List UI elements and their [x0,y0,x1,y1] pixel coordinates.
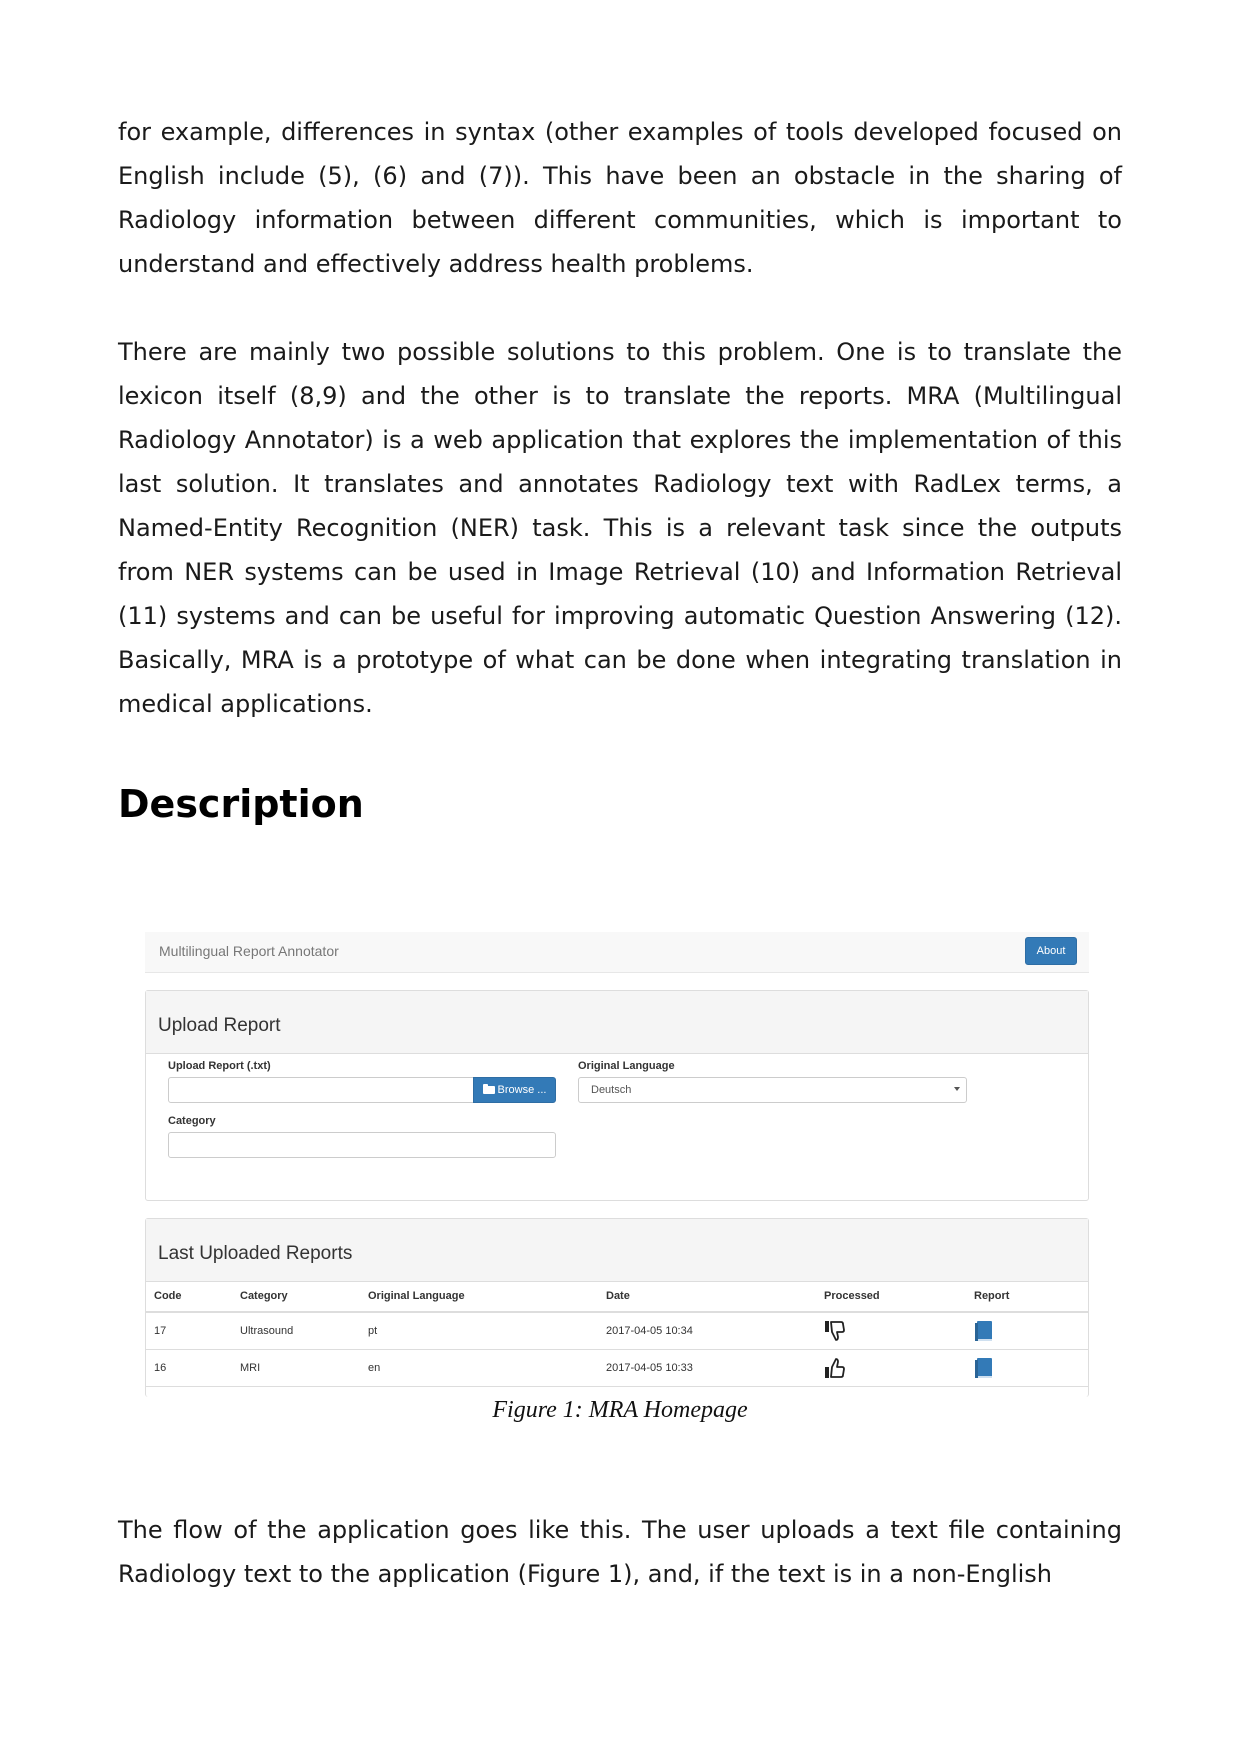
table-row [146,1312,1088,1350]
section-heading: Description [118,782,364,826]
thumbs-up-icon [824,1356,848,1380]
cell-date: 2017-04-05 10:33 [598,1350,816,1387]
column-header: Code [146,1281,232,1312]
original-language-value: Deutsch [591,1084,632,1096]
cell-category: Ultrasound [232,1312,360,1350]
figure-caption: Figure 1: MRA Homepage [492,1397,748,1423]
upload-report-label: Upload Report (.txt) [168,1060,271,1072]
column-header: Date [598,1281,816,1312]
cell-code: 16 [146,1350,232,1387]
cell-processed [816,1312,966,1350]
original-language-select[interactable] [578,1077,967,1103]
paragraph-intro: for example, differences in syntax (other examples of tools developed focused on English include (5), (6) and (7)). This have been an obstacle in the sharing of Radiology information between different communities, which is important to understand and effectively address health problems. [118,118,1122,278]
column-header: Original Language [360,1281,598,1312]
chevron-down-icon [954,1087,960,1091]
category-input[interactable] [168,1132,556,1158]
about-button[interactable]: About [1025,937,1077,965]
table-header-row [146,1281,1088,1312]
folder-open-icon [483,1086,495,1094]
upload-panel-heading [146,991,1088,1054]
cell-language: en [360,1350,598,1387]
last-reports-panel [145,1218,1089,1397]
reports-panel-title: Last Uploaded Reports [158,1243,353,1264]
upload-report-panel [145,990,1089,1201]
cell-date: 2017-04-05 10:34 [598,1312,816,1350]
category-label: Category [168,1115,216,1127]
reports-table [146,1281,1088,1387]
figure-mra-homepage [145,932,1089,1397]
cell-language: pt [360,1312,598,1350]
browse-label: Browse ... [497,1084,547,1096]
upload-file-input[interactable] [168,1077,474,1103]
reports-panel-heading [146,1219,1088,1282]
book-icon[interactable] [974,1357,994,1379]
app-navbar [145,932,1089,973]
cell-processed [816,1350,966,1387]
thumbs-down-icon [824,1319,848,1343]
app-brand[interactable]: Multilingual Report Annotator [159,943,339,959]
browse-button[interactable] [473,1077,556,1103]
cell-code: 17 [146,1312,232,1350]
cell-report [966,1312,1088,1350]
paragraph-flow: The flow of the application goes like this. The user uploads a text file containing Radiology text to the application (Figure 1), and, if the text is in a non-English [118,1516,1122,1588]
column-header: Category [232,1281,360,1312]
cell-category: MRI [232,1350,360,1387]
column-header: Processed [816,1281,966,1312]
table-row [146,1350,1088,1387]
paragraph-solutions: There are mainly two possible solutions to this problem. One is to translate the lexicon itself (8,9) and the other is to translate the reports. MRA (Multilingual Radiology Annotator) is a web application that explores the implementation of this last solution. It translates and annotates Radiology text with RadLex terms, a Named-Entity Recognition (NER) task. This is a relevant task since the outputs from NER systems can be used in Image Retrieval (10) and Information Retrieval (11) systems and can be useful for improving automatic Question Answering (12). Basically, MRA is a prototype of what can be done when integrating translation in medical applications. [118,338,1122,718]
upload-panel-title: Upload Report [158,1015,281,1036]
cell-report [966,1350,1088,1387]
book-icon[interactable] [974,1320,994,1342]
column-header: Report [966,1281,1088,1312]
original-language-label: Original Language [578,1060,675,1072]
